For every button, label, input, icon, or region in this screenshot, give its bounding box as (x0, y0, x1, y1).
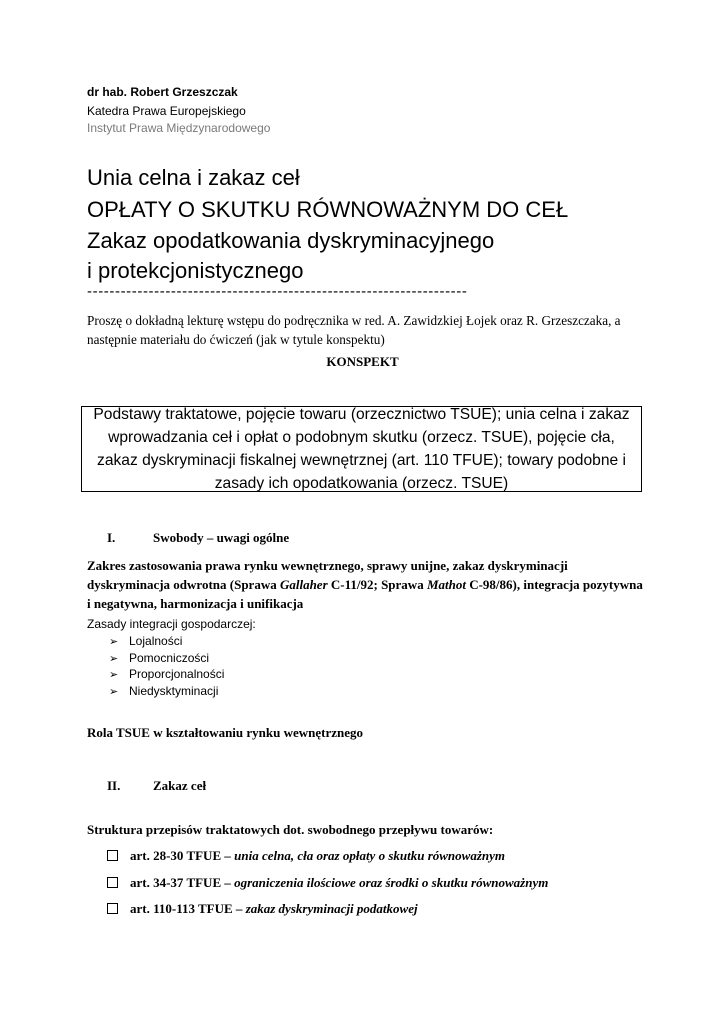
arrow-bullet-icon: ➢ (109, 668, 119, 681)
integration-label: Zasady integracji gospodarczej: (87, 617, 256, 631)
title-line-1: Unia celna i zakaz ceł (87, 165, 300, 190)
article-desc: – zakaz dyskryminacji podatkowej (232, 901, 418, 916)
list-item: ➢ Pomocniczości (109, 651, 210, 665)
article-item (107, 848, 505, 864)
author-department: Katedra Prawa Europejskiego (87, 104, 246, 118)
title-line-4: i protekcjonistycznego (87, 258, 304, 283)
article-desc: – ograniczenia ilościowe oraz środki o skutku równoważnym (221, 875, 549, 890)
summary-box (81, 406, 642, 492)
konspekt-heading: KONSPEKT (326, 354, 399, 369)
checkbox-square-icon (107, 850, 118, 861)
section-1-label: Swobody – uwagi ogólne (153, 530, 290, 545)
author-name: dr hab. Robert Grzeszczak (87, 85, 238, 99)
list-item: ➢ Proporcjonalności (109, 667, 225, 681)
scope-text-2: C-11/92; Sprawa (327, 577, 427, 592)
structure-heading: Struktura przepisów traktatowych dot. swobodnego przepływu towarów: (87, 822, 494, 837)
title-line-2: OPŁATY O SKUTKU RÓWNOWAŻNYM DO CEŁ (87, 197, 569, 222)
article-ref: art. 28-30 TFUE (130, 848, 222, 863)
section-2-label: Zakaz ceł (153, 778, 207, 793)
summary-box-text: Podstawy traktatowe, pojęcie towaru (orzecznictwo TSUE); unia celna i zakaz wprowadzania ceł i opłat o podobnym skutku (orzecz. TSUE), pojęcie cła, zakaz dyskryminacji fiskalnej wewnętrznej (art. 110 TFUE); towary podobne i zasady ich opodatkowania (orzecz. TSUE) (93, 406, 630, 492)
list-item: ➢ Niedysktyminacji (109, 684, 219, 698)
arrow-bullet-icon: ➢ (109, 635, 119, 648)
separator-line: -------------------------------------------------------------------- (87, 283, 468, 300)
case-gallaher: Gallaher (279, 577, 328, 592)
article-desc: – unia celna, cła oraz opłaty o skutku równoważnym (221, 848, 506, 863)
section-1-number: I. (107, 530, 116, 545)
title-line-3: Zakaz opodatkowania dyskryminacyjnego (87, 228, 495, 253)
article-ref: art. 110-113 TFUE (130, 901, 233, 916)
list-item: ➢ Lojalności (109, 634, 183, 648)
arrow-bullet-icon: ➢ (109, 652, 119, 665)
rola-tsue-heading: Rola TSUE w kształtowaniu rynku wewnętrznego (87, 725, 364, 740)
arrow-bullet-icon: ➢ (109, 685, 119, 698)
section-2-number: II. (107, 778, 121, 793)
article-item (107, 875, 548, 891)
scope-paragraph (87, 556, 647, 613)
intro-paragraph: Proszę o dokładną lekturę wstępu do podręcznika w red. A. Zawidzkiej Łojek oraz R. Grzeszczaka, a następnie materiału do ćwiczeń (jak w tytule konspektu) (87, 313, 621, 347)
author-institute: Instytut Prawa Międzynarodowego (87, 121, 271, 135)
case-mathot: Mathot (426, 577, 466, 592)
checkbox-square-icon (107, 903, 118, 914)
checkbox-square-icon (107, 877, 118, 888)
article-item (107, 901, 418, 917)
scope-text-1: Zakres zastosowania prawa rynku wewnętrznego, sprawy unijne, zakaz dyskryminacji dyskryminacja odwrotna (Sprawa (87, 558, 568, 592)
scope-text-3: C-98/86), integracja pozytywna i negatywna, harmonizacja i unifikacja (87, 577, 643, 611)
section-2-heading (107, 778, 407, 796)
article-ref: art. 34-37 TFUE (130, 875, 222, 890)
section-1-heading (107, 530, 407, 548)
